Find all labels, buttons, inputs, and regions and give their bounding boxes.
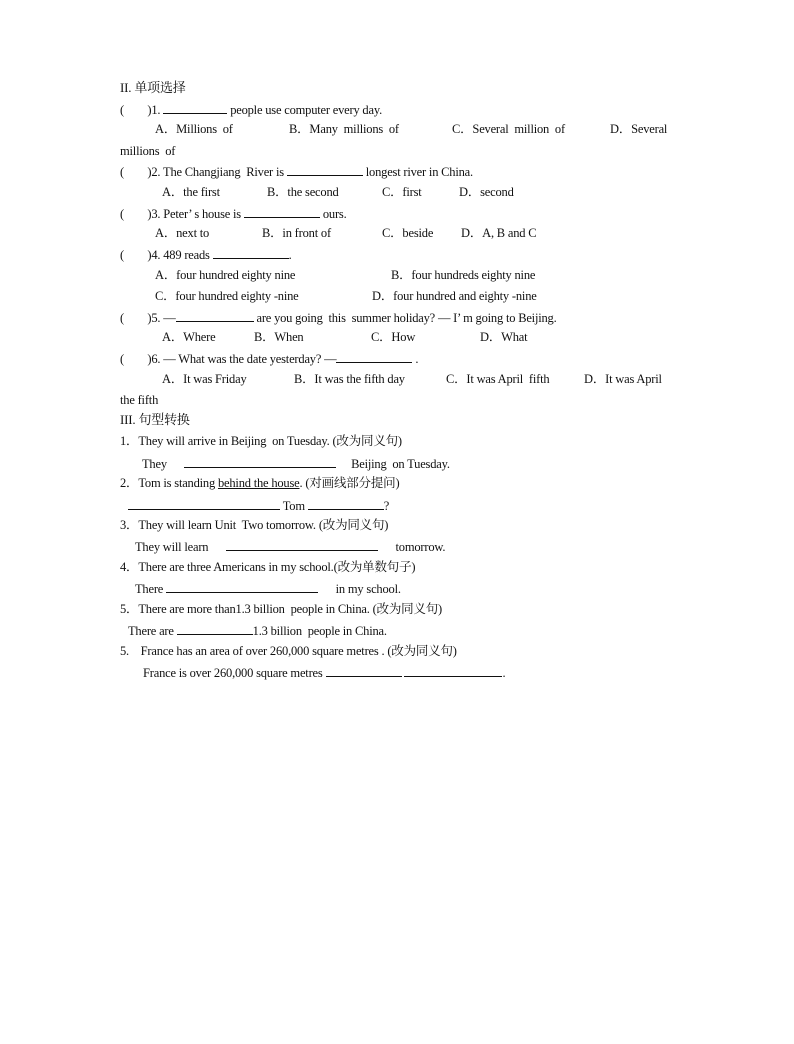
question-5-blank[interactable] [176, 309, 254, 322]
transform-3-note: (改为同义句) [318, 518, 389, 532]
transform-5-note: (改为同义句) [372, 602, 443, 616]
question-5-option-d: D．What [480, 330, 528, 344]
transform-6-answer-start: France is over 260,000 square metres [143, 666, 323, 680]
question-5-text-before: — [163, 311, 176, 325]
transform-6-question [120, 643, 457, 659]
question-6-option-a: A．It was Friday [162, 372, 247, 386]
question-2-number: ( )2. [120, 165, 161, 179]
question-3-text-after: ours. [322, 207, 347, 221]
question-2-option-b: B．the second [267, 185, 339, 199]
transform-4-note: (改为单数句子) [333, 560, 416, 574]
question-2 [120, 163, 473, 180]
question-5-option-b: B．When [254, 330, 304, 344]
transform-3-blank[interactable] [226, 538, 378, 551]
transform-4-blank[interactable] [166, 580, 318, 593]
transform-3-answer-end: tomorrow. [395, 540, 446, 554]
question-4-option-b: B．four hundreds eighty nine [391, 268, 536, 282]
question-3-option-b: B．in front of [262, 226, 331, 240]
transform-4-text: 4．There are three Americans in my school. [120, 560, 334, 574]
transform-2-answer-mid: Tom [282, 499, 305, 513]
question-3-option-a: A．next to [155, 226, 210, 240]
question-4-option-c: C．four hundred eighty -nine [155, 289, 299, 303]
question-1-option-d-wrap: millions of [120, 144, 176, 158]
question-6 [120, 350, 418, 367]
question-5-text-after: are you going this summer holiday? — I’ m going to Beijing. [256, 311, 557, 325]
transform-1-question [120, 433, 402, 449]
question-3 [120, 205, 347, 222]
transform-3-answer [135, 538, 445, 555]
transform-3-text: 3．They will learn Unit Two tomorrow. [120, 518, 316, 532]
question-3-option-d: D．A, B and C [461, 226, 537, 240]
question-4-text-before: 489 reads [163, 248, 210, 262]
question-4-option-a: A．four hundred eighty nine [155, 268, 296, 282]
question-1-text: people use computer every day. [230, 103, 382, 117]
question-5 [120, 309, 557, 326]
transform-2-blank-1[interactable] [128, 497, 280, 510]
transform-2-answer [128, 497, 389, 514]
question-4-text-after: . [288, 248, 292, 262]
transform-1-note: (改为同义句) [332, 434, 402, 448]
question-6-text-before: — What was the date yesterday? — [163, 352, 337, 366]
transform-4-answer-start: There [135, 582, 164, 596]
question-1-option-a: A．Millions of [155, 122, 233, 136]
transform-5-answer-end: 1.3 billion people in China. [252, 624, 387, 638]
transform-1-text: 1．They will arrive in Beijing on Tuesday. [120, 434, 330, 448]
transform-4-question [120, 559, 415, 575]
transform-1-blank[interactable] [184, 455, 336, 468]
transform-3-answer-start: They will learn [135, 540, 209, 554]
question-2-blank[interactable] [287, 163, 363, 176]
question-6-option-b: B．It was the fifth day [294, 372, 405, 386]
question-6-blank[interactable] [336, 350, 412, 363]
transform-2-answer-end: ? [383, 499, 390, 513]
question-6-text-after: . [415, 352, 419, 366]
question-6-option-c: C．It was April fifth [446, 372, 550, 386]
question-4-option-d: D．four hundred and eighty -nine [372, 289, 537, 303]
question-2-text-after: longest river in China. [365, 165, 473, 179]
transform-6-answer [143, 664, 505, 681]
question-5-number: ( )5. [120, 311, 161, 325]
transform-6-text: 5. France has an area of over 260,000 square metres . [120, 644, 385, 658]
transform-3-question [120, 517, 388, 533]
transform-5-answer-start: There are [128, 624, 174, 638]
question-4 [120, 246, 292, 263]
question-3-text-before: Peter’ s house is [163, 207, 241, 221]
transform-2-text: 2．Tom is standing [120, 476, 216, 490]
transform-6-blank-2[interactable] [404, 664, 502, 677]
transform-4-answer-end: in my school. [335, 582, 401, 596]
transform-2-period: . [299, 476, 303, 490]
transform-1-answer-start: They [142, 457, 167, 471]
question-2-option-d: D．second [459, 185, 514, 199]
question-6-number: ( )6. [120, 352, 161, 366]
transform-1-answer [142, 455, 450, 472]
transform-2-note: (对画线部分提问) [305, 476, 400, 490]
question-2-option-a: A．the first [162, 185, 220, 199]
question-3-option-c: C．beside [382, 226, 434, 240]
section-2-title: II. 单项选择 [120, 80, 186, 95]
transform-6-answer-end: . [502, 666, 506, 680]
question-2-text-before: The Changjiang River is [163, 165, 284, 179]
transform-1-answer-end: Beijing on Tuesday. [351, 457, 450, 471]
question-6-option-d-wrap: the fifth [120, 393, 159, 407]
question-1-option-c: C．Several million of [452, 122, 565, 136]
question-1-option-d: D．Several [610, 122, 668, 136]
question-2-option-c: C．first [382, 185, 422, 199]
transform-6-note: (改为同义句) [387, 644, 457, 658]
question-3-number: ( )3. [120, 207, 161, 221]
transform-5-blank[interactable] [177, 622, 253, 635]
transform-2-underlined: behind the house [217, 476, 300, 490]
question-1-number: ( )1. [120, 103, 161, 117]
transform-4-answer [135, 580, 401, 597]
transform-2-blank-2[interactable] [308, 497, 384, 510]
question-3-blank[interactable] [244, 205, 320, 218]
question-5-option-a: A．Where [162, 330, 216, 344]
question-1-blank[interactable] [163, 101, 227, 114]
question-1 [120, 101, 382, 118]
section-3-title: III. 句型转换 [120, 412, 190, 427]
question-1-option-b: B．Many millions of [289, 122, 399, 136]
question-4-blank[interactable] [213, 246, 289, 259]
question-5-option-c: C．How [371, 330, 416, 344]
transform-5-text: 5．There are more than1.3 billion people in China. [120, 602, 370, 616]
question-4-number: ( )4. [120, 248, 161, 262]
question-6-option-d: D．It was April [584, 372, 662, 386]
transform-2-question [120, 475, 399, 491]
transform-5-question [120, 601, 442, 617]
transform-6-blank-1[interactable] [326, 664, 402, 677]
transform-5-answer [128, 622, 387, 639]
